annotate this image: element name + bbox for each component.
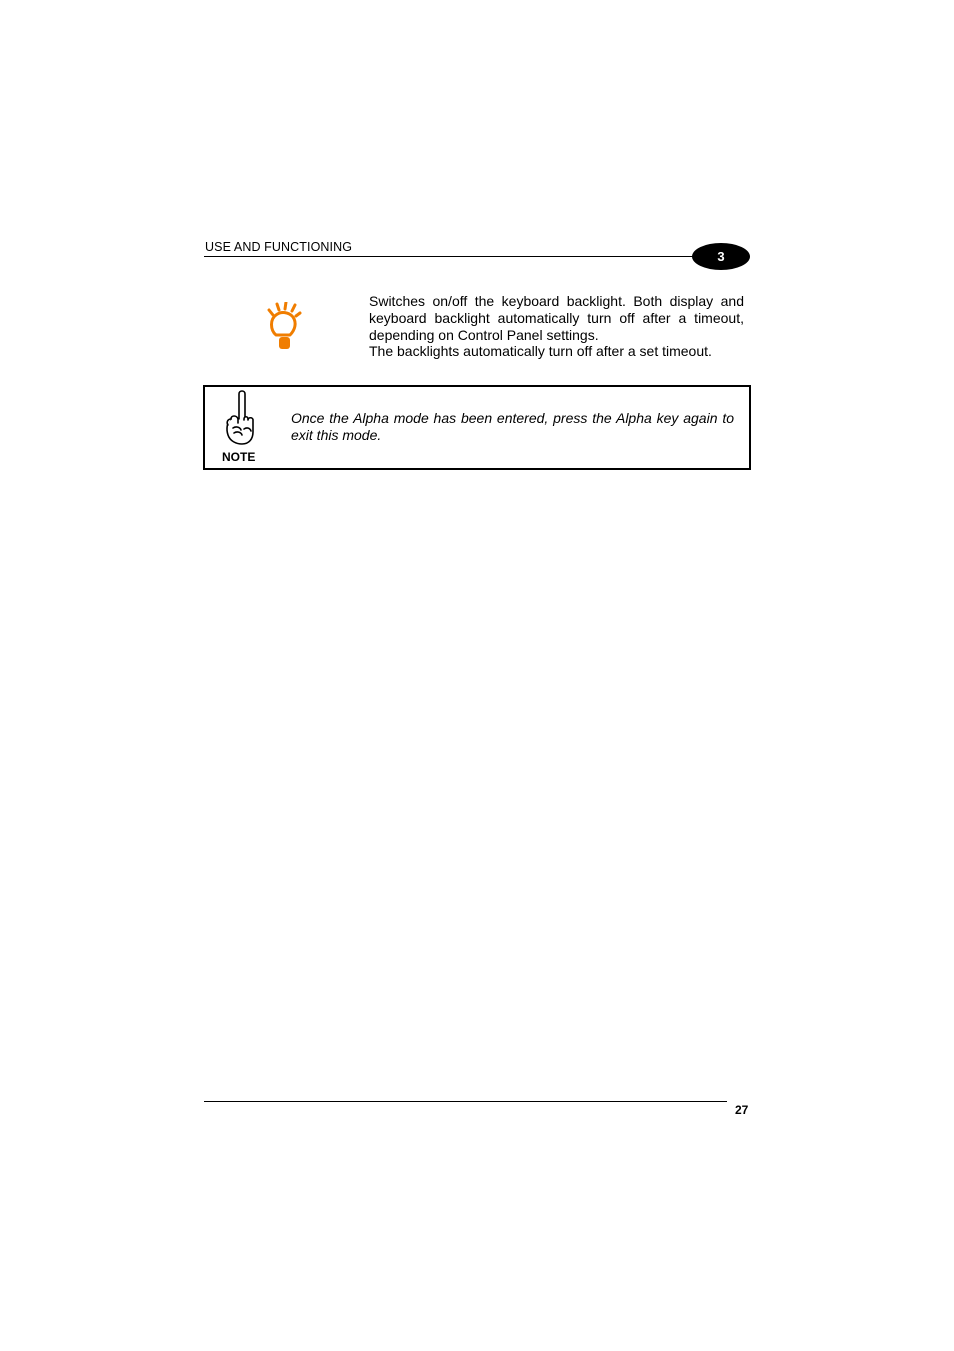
backlight-paragraph-1: Switches on/off the keyboard backlight. Both display and keyboard backlight automatically turn off after a timeout, depending on Control Panel settings. <box>369 293 744 343</box>
lightbulb-icon <box>264 302 304 352</box>
chapter-badge: 3 <box>692 243 750 270</box>
section-title: USE AND FUNCTIONING <box>205 240 353 254</box>
note-box <box>203 385 751 470</box>
backlight-description <box>369 293 744 360</box>
note-text: Once the Alpha mode has been entered, press the Alpha key again to exit this mode. <box>291 410 734 443</box>
pointing-hand-icon <box>222 389 258 447</box>
backlight-paragraph-2: The backlights automatically turn off after a set timeout. <box>369 343 712 360</box>
note-label: NOTE <box>222 450 256 464</box>
header-rule <box>204 256 696 257</box>
page-number: 27 <box>735 1103 749 1117</box>
footer-rule <box>204 1101 727 1102</box>
